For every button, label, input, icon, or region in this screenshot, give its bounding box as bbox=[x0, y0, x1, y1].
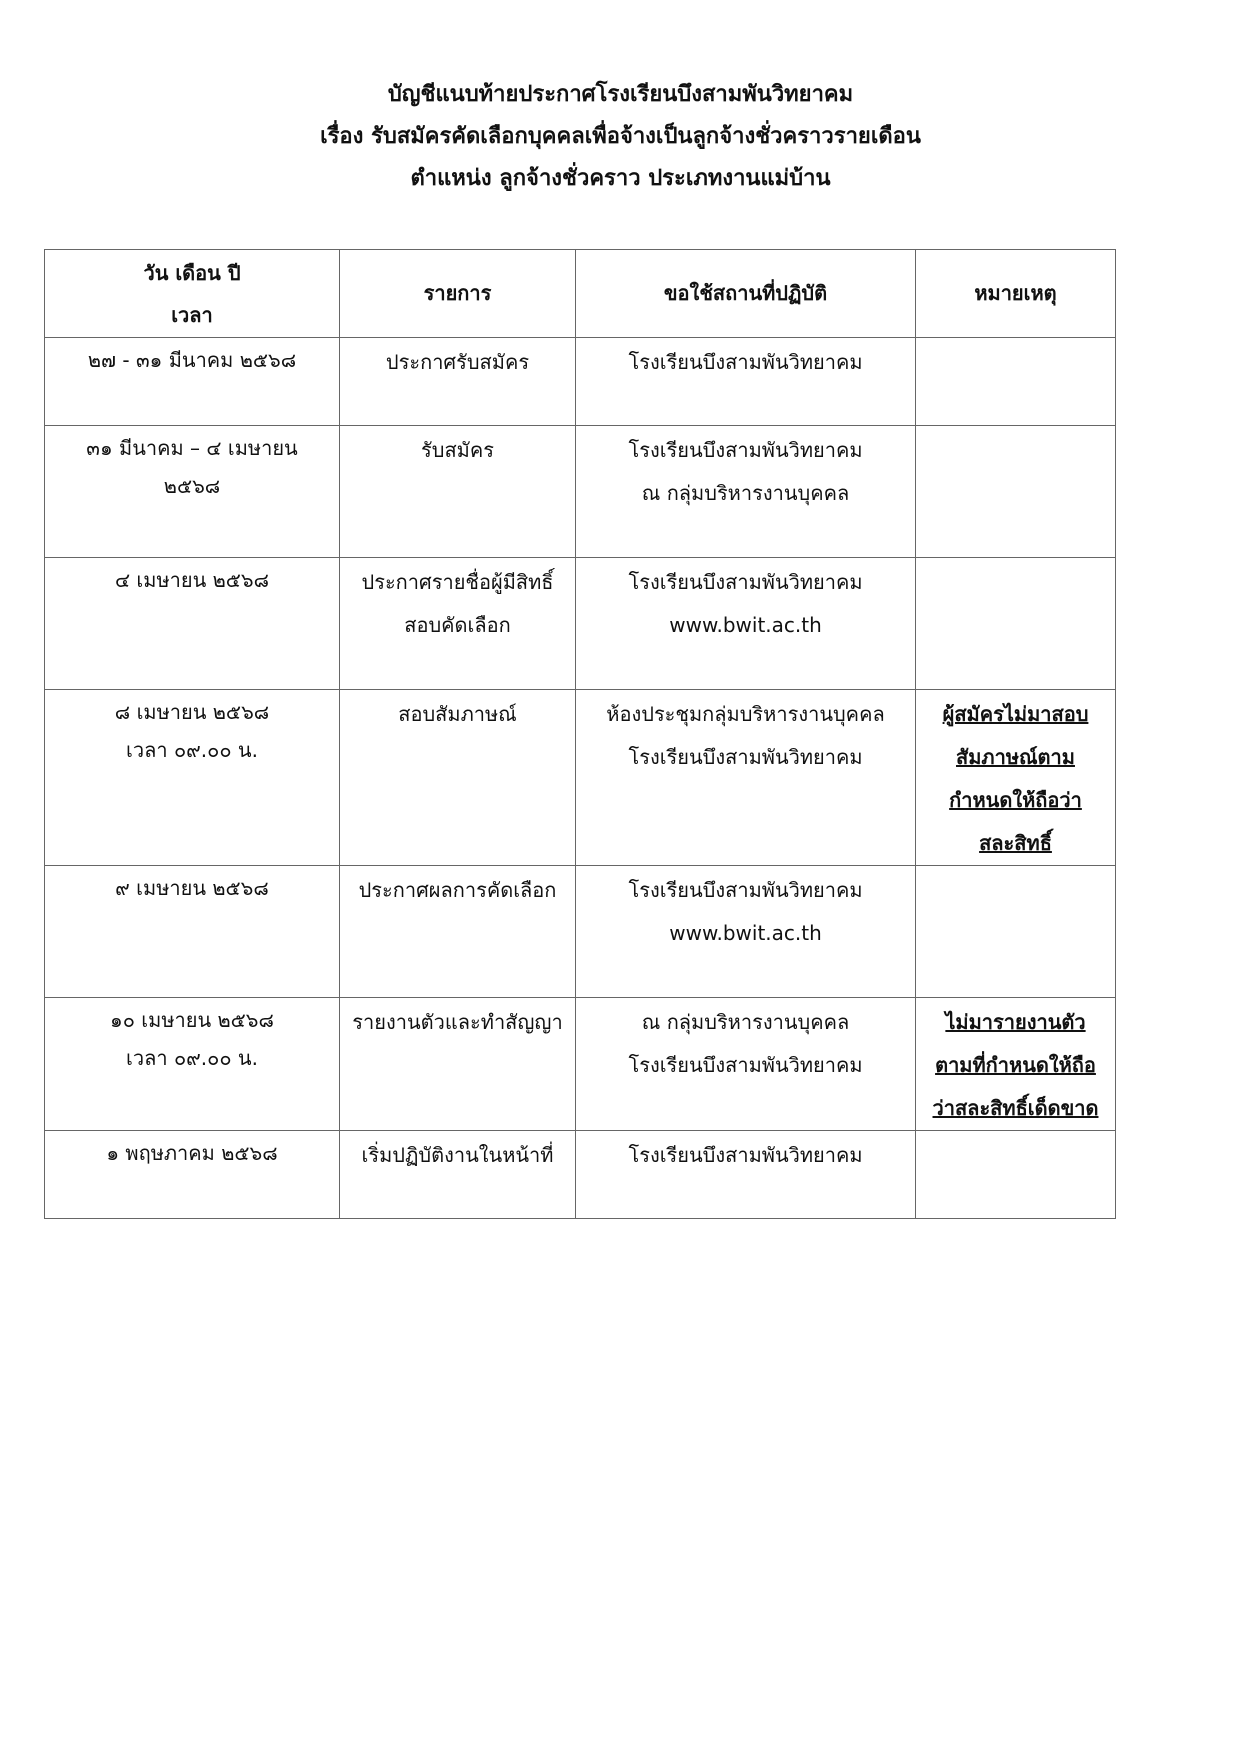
cell-note-line: กำหนดให้ถือว่า bbox=[949, 788, 1082, 812]
cell-place-line: โรงเรียนบึงสามพันวิทยาคม bbox=[628, 438, 863, 462]
document-position: ตำแหน่ง ลูกจ้างชั่วคราว ประเภทงานแม่บ้าน bbox=[410, 166, 831, 191]
cell-note-line: ไม่มารายงานตัว bbox=[945, 1010, 1086, 1034]
header-date-line: วัน เดือน ปี bbox=[143, 260, 241, 285]
cell-date-line: ๘ เมษายน ๒๕๖๘ bbox=[114, 700, 270, 724]
cell-item-line: รับสมัคร bbox=[421, 438, 494, 462]
cell-item-line: ประกาศรับสมัคร bbox=[385, 350, 530, 374]
cell-date-line: เวลา ๐๙.๐๐ น. bbox=[126, 738, 258, 762]
table-row bbox=[45, 338, 1116, 426]
cell-note bbox=[916, 338, 1116, 426]
cell-item-line: เริ่มปฏิบัติงานในหน้าที่ bbox=[361, 1143, 554, 1167]
cell-note bbox=[916, 998, 1116, 1131]
cell-note bbox=[916, 426, 1116, 558]
cell-date-line: ๔ เมษายน ๒๕๖๘ bbox=[114, 568, 270, 592]
cell-date bbox=[45, 690, 340, 866]
cell-date-line: ๑๐ เมษายน ๒๕๖๘ bbox=[110, 1008, 274, 1032]
cell-place-line: www.bwit.ac.th bbox=[669, 921, 822, 945]
cell-place-line: โรงเรียนบึงสามพันวิทยาคม bbox=[628, 350, 863, 374]
table-row bbox=[45, 558, 1116, 690]
cell-item bbox=[340, 866, 576, 998]
cell-place-line: โรงเรียนบึงสามพันวิทยาคม bbox=[628, 745, 863, 769]
cell-date bbox=[45, 866, 340, 998]
cell-date bbox=[45, 1131, 340, 1219]
cell-date-line: ๒๕๖๘ bbox=[163, 474, 221, 498]
table-row bbox=[45, 426, 1116, 558]
table-row bbox=[45, 866, 1116, 998]
header-date bbox=[45, 250, 340, 338]
cell-item bbox=[340, 338, 576, 426]
header-item: รายการ bbox=[340, 250, 576, 338]
cell-date-line: ๙ เมษายน ๒๕๖๘ bbox=[115, 876, 269, 900]
cell-place bbox=[576, 426, 916, 558]
table-body bbox=[45, 338, 1116, 1219]
cell-place-line: ณ กลุ่มบริหารงานบุคคล bbox=[641, 1010, 850, 1034]
cell-item-line: ประกาศผลการคัดเลือก bbox=[358, 878, 557, 902]
cell-date-line: ๒๗ - ๓๑ มีนาคม ๒๕๖๘ bbox=[87, 348, 297, 372]
document-title: บัญชีแนบท้ายประกาศโรงเรียนบึงสามพันวิทยาคม bbox=[387, 82, 854, 107]
cell-item bbox=[340, 426, 576, 558]
cell-note-line: สละสิทธิ์ bbox=[979, 831, 1052, 855]
cell-place bbox=[576, 1131, 916, 1219]
cell-item-line: สอบคัดเลือก bbox=[404, 613, 511, 637]
table-row bbox=[45, 1131, 1116, 1219]
cell-note bbox=[916, 866, 1116, 998]
table-row bbox=[45, 690, 1116, 866]
table-header-row bbox=[45, 250, 1116, 338]
cell-place bbox=[576, 866, 916, 998]
cell-date-line: ๑ พฤษภาคม ๒๕๖๘ bbox=[106, 1141, 278, 1165]
cell-place-line: โรงเรียนบึงสามพันวิทยาคม bbox=[628, 1053, 863, 1077]
cell-place-line: www.bwit.ac.th bbox=[669, 613, 822, 637]
cell-place-line: โรงเรียนบึงสามพันวิทยาคม bbox=[628, 1143, 863, 1167]
cell-place-line: ห้องประชุมกลุ่มบริหารงานบุคคล bbox=[606, 702, 885, 726]
cell-item bbox=[340, 558, 576, 690]
cell-place bbox=[576, 338, 916, 426]
cell-note-line: ผู้สมัครไม่มาสอบ bbox=[942, 702, 1089, 726]
header-time-line: เวลา bbox=[171, 302, 213, 327]
cell-item-line: รายงานตัวและทำสัญญา bbox=[352, 1010, 563, 1034]
cell-note-line: ว่าสละสิทธิ์เด็ดขาด bbox=[932, 1096, 1099, 1120]
cell-date bbox=[45, 558, 340, 690]
header-note: หมายเหตุ bbox=[916, 250, 1116, 338]
cell-date bbox=[45, 426, 340, 558]
cell-item bbox=[340, 1131, 576, 1219]
cell-date bbox=[45, 338, 340, 426]
cell-note-line: ตามที่กำหนดให้ถือ bbox=[935, 1053, 1096, 1077]
document-header bbox=[0, 74, 1241, 200]
cell-item bbox=[340, 690, 576, 866]
document-subject: เรื่อง รับสมัครคัดเลือกบุคคลเพื่อจ้างเป็นลูกจ้างชั่วคราวรายเดือน bbox=[320, 124, 921, 149]
cell-place-line: ณ กลุ่มบริหารงานบุคคล bbox=[641, 481, 850, 505]
cell-place bbox=[576, 690, 916, 866]
cell-place bbox=[576, 558, 916, 690]
cell-item-line: สอบสัมภาษณ์ bbox=[398, 702, 517, 726]
cell-place-line: โรงเรียนบึงสามพันวิทยาคม bbox=[628, 878, 863, 902]
cell-date-line: ๓๑ มีนาคม – ๔ เมษายน bbox=[86, 436, 298, 460]
cell-place bbox=[576, 998, 916, 1131]
cell-note bbox=[916, 690, 1116, 866]
table-row bbox=[45, 998, 1116, 1131]
schedule-table bbox=[44, 249, 1116, 1219]
cell-item bbox=[340, 998, 576, 1131]
cell-note-line: สัมภาษณ์ตาม bbox=[956, 745, 1075, 769]
cell-place-line: โรงเรียนบึงสามพันวิทยาคม bbox=[628, 570, 863, 594]
header-place: ขอใช้สถานที่ปฏิบัติ bbox=[576, 250, 916, 338]
cell-item-line: ประกาศรายชื่อผู้มีสิทธิ์ bbox=[361, 570, 554, 594]
cell-note bbox=[916, 1131, 1116, 1219]
cell-date-line: เวลา ๐๙.๐๐ น. bbox=[126, 1046, 258, 1070]
cell-date bbox=[45, 998, 340, 1131]
cell-note bbox=[916, 558, 1116, 690]
